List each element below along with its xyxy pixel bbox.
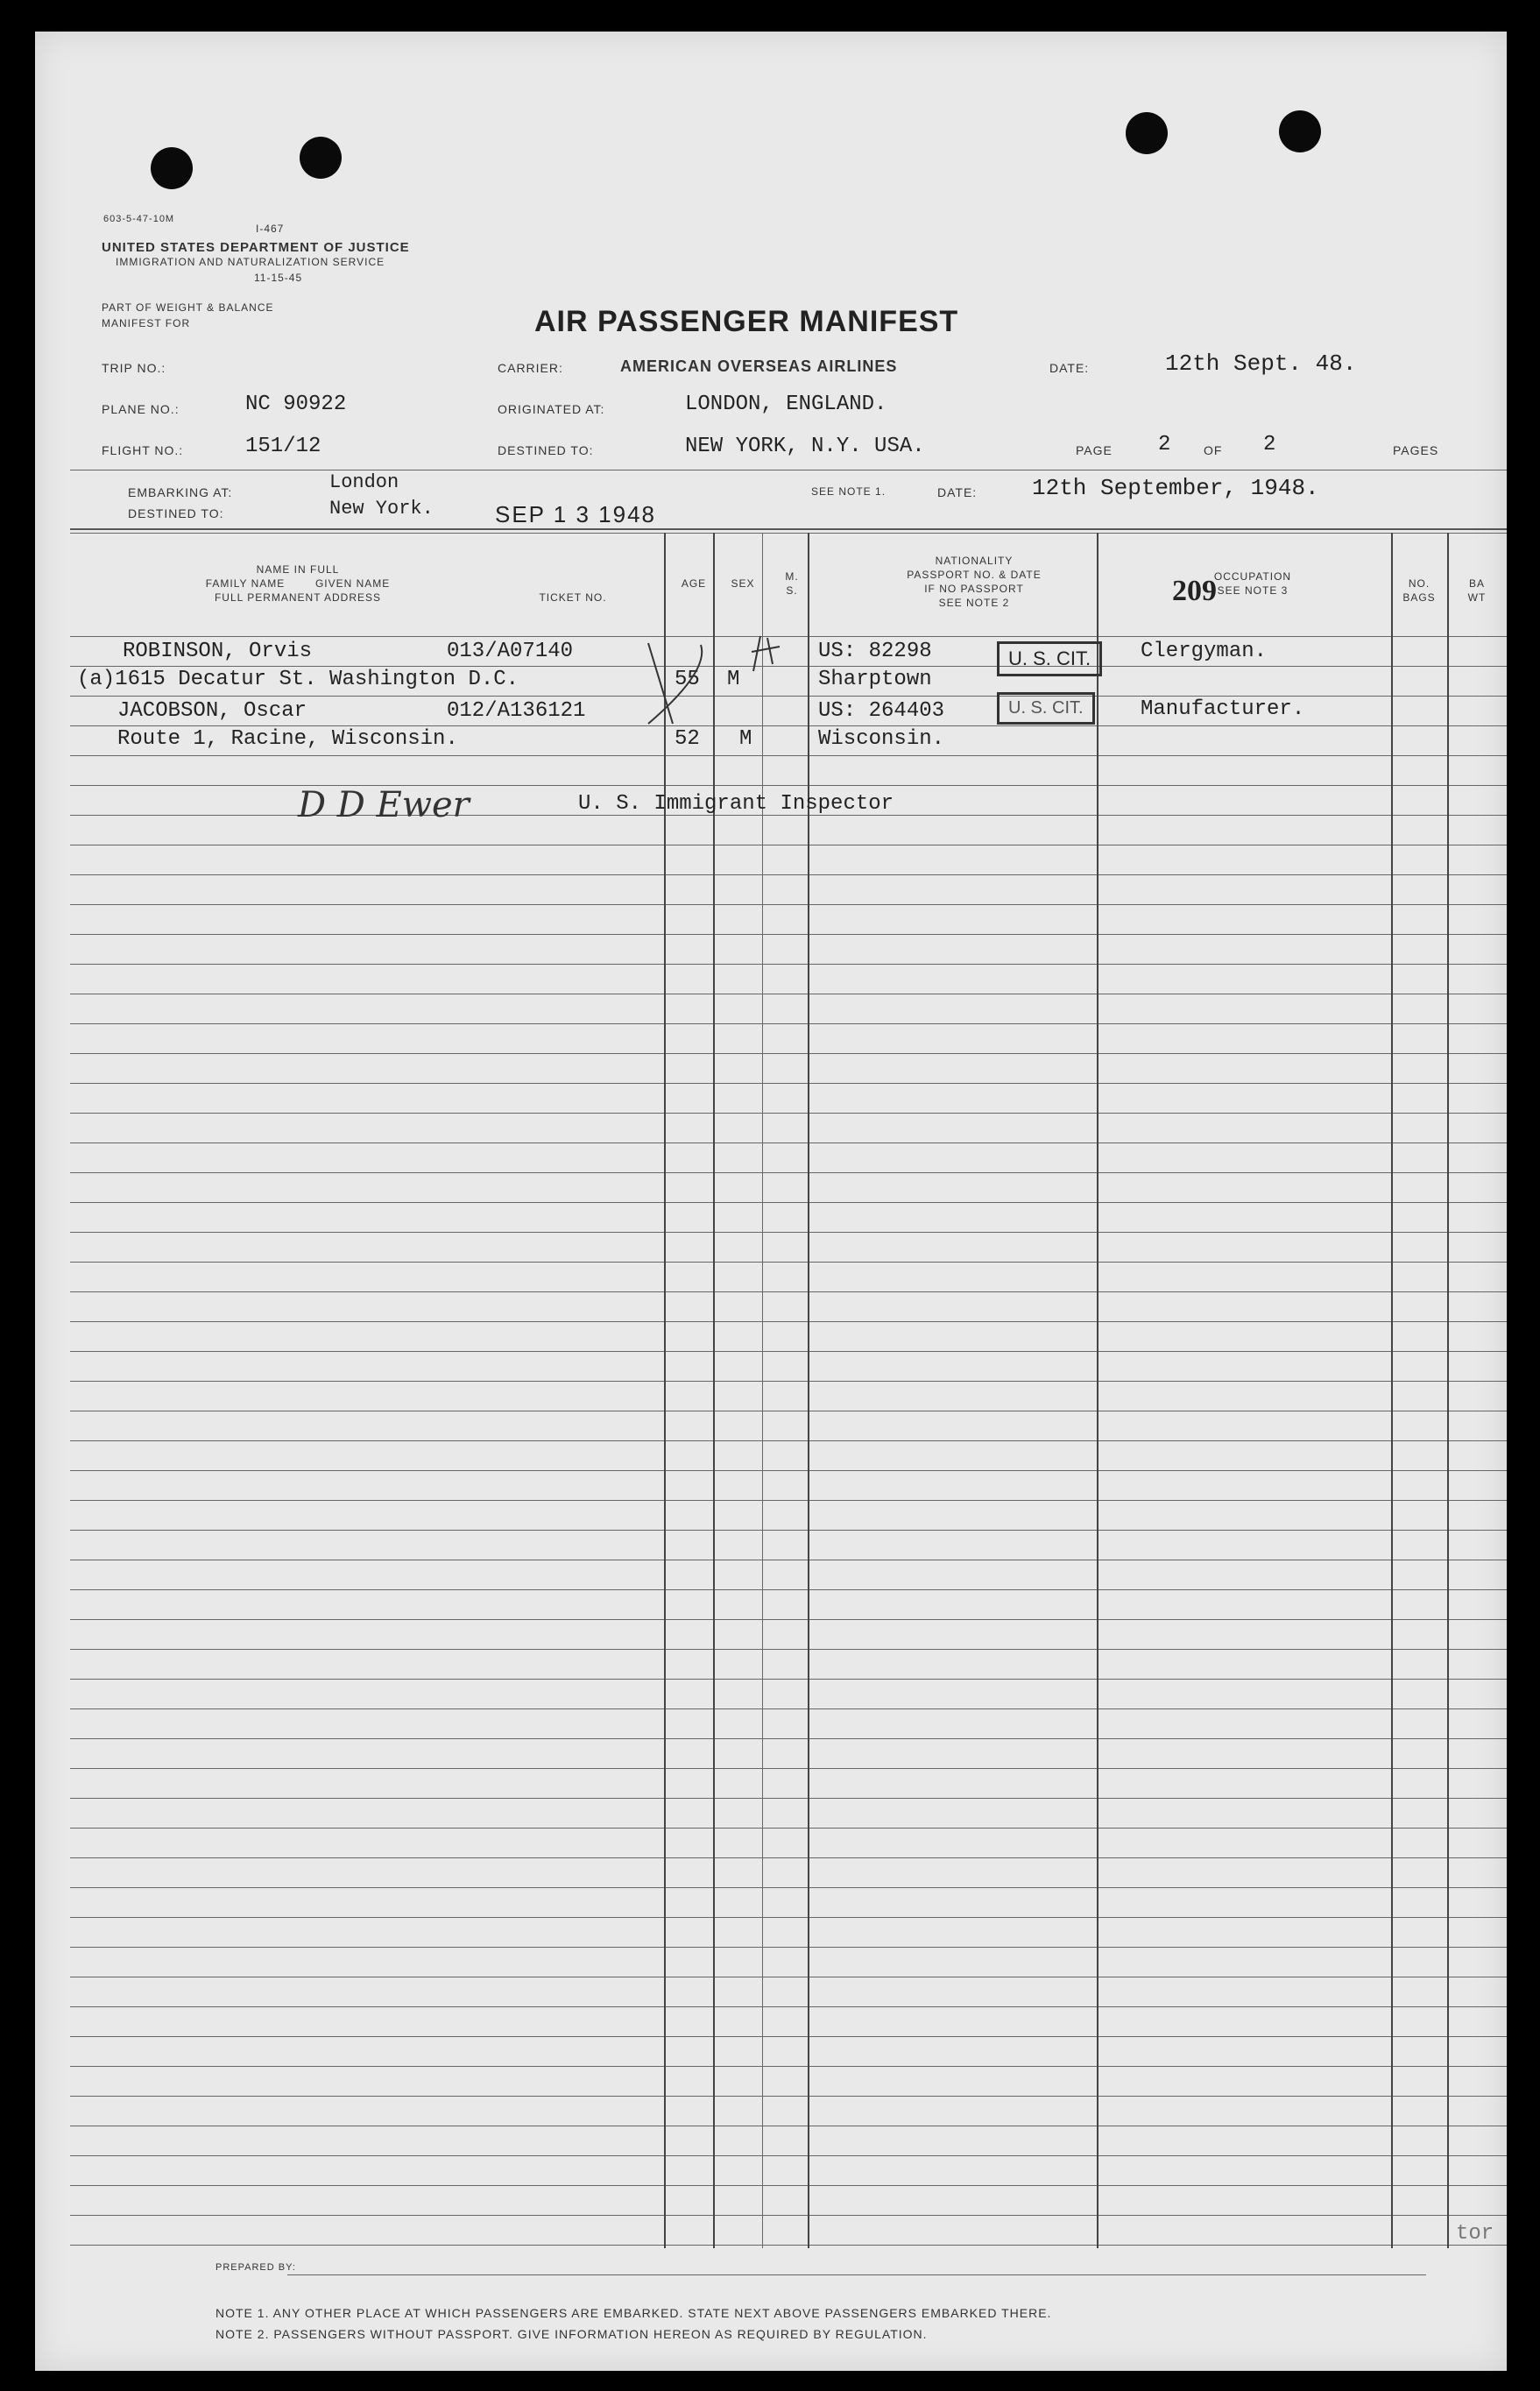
table-rule-line (70, 2066, 1507, 2067)
table-rule-line (70, 1768, 1507, 1769)
passenger-address: Route 1, Racine, Wisconsin. (117, 727, 458, 751)
pages-label: PAGES (1393, 443, 1439, 457)
embarking-label: EMBARKING AT: (128, 485, 233, 499)
table-rule-line (70, 1023, 1507, 1024)
col-header-bags (1393, 577, 1445, 605)
originated-label: ORIGINATED AT: (498, 402, 605, 416)
table-rule-line (70, 1679, 1507, 1680)
punch-hole (151, 147, 193, 189)
margin-fragment: tor (1456, 2222, 1494, 2246)
col-header-name-line: NAME IN FULL (256, 563, 340, 576)
col-header-ms-line: M. (785, 570, 799, 583)
col-header-nat-line: NATIONALITY (935, 555, 1014, 567)
passenger-ticket: 013/A07140 (447, 640, 574, 663)
table-rule-line (70, 1738, 1507, 1739)
citizen-stamp: U. S. CIT. (997, 692, 1095, 725)
table-rule-line (70, 2036, 1507, 2037)
col-header-occ-line: SEE NOTE 3 (1217, 584, 1289, 597)
received-date-stamp: SEP 1 3 1948 (495, 501, 656, 527)
page-title: AIR PASSENGER MANIFEST (534, 305, 959, 338)
punch-hole (1126, 112, 1168, 154)
passenger-passport-line2: Sharptown (818, 668, 932, 691)
table-rule-line (70, 2185, 1507, 2186)
table-rule-line (70, 755, 1507, 756)
table-rule-line (70, 1053, 1507, 1054)
destined-value: NEW YORK, N.Y. USA. (685, 435, 925, 458)
table-rule-line (70, 2006, 1507, 2007)
flight-no-value: 151/12 (245, 435, 321, 458)
table-rule-line (70, 1857, 1507, 1858)
note-2: NOTE 2. PASSENGERS WITHOUT PASSPORT. GIVE INFORMATION HEREON AS REQUIRED BY REGULATION. (215, 2327, 928, 2341)
table-rule-line (70, 696, 1507, 697)
col-header-wt-line: WT (1467, 591, 1487, 604)
punch-hole (300, 137, 342, 179)
inspector-signature: D D Ewer (298, 785, 470, 825)
service: IMMIGRATION AND NATURALIZATION SERVICE (116, 256, 385, 268)
of-value: 2 (1263, 433, 1276, 456)
passenger-age: 55 (675, 668, 700, 691)
col-header-nationality (843, 554, 1106, 610)
table-rule-line (70, 904, 1507, 905)
prepared-by-label: PREPARED BY: (215, 2262, 296, 2273)
table-rule-line (70, 934, 1507, 935)
table-rule-line (70, 1500, 1507, 1501)
page-value: 2 (1158, 433, 1171, 456)
col-header-wt-line: BA (1468, 577, 1485, 590)
col-divider (1447, 533, 1449, 2248)
passenger-occupation: Manufacturer. (1141, 697, 1305, 721)
table-rule-line (70, 1083, 1507, 1084)
passenger-age: 52 (675, 727, 700, 751)
col-header-occupation (1183, 569, 1323, 598)
col-header-occ-line: OCCUPATION (1213, 570, 1292, 583)
table-rule-line (70, 1381, 1507, 1382)
destined2-label: DESTINED TO: (128, 506, 224, 520)
date-label: DATE: (1049, 361, 1090, 375)
table-rule-line (70, 1113, 1507, 1114)
col-header-bags-line: BAGS (1402, 591, 1436, 604)
table-rule-line (70, 964, 1507, 965)
col-header-nat-line: IF NO PASSPORT (924, 583, 1024, 595)
date2-label: DATE: (937, 485, 978, 499)
embarking-value: London (329, 471, 399, 493)
originated-value: LONDON, ENGLAND. (685, 393, 887, 416)
table-rule-line (70, 636, 1507, 637)
table-rule-line (70, 1321, 1507, 1322)
table-rule-line (70, 725, 1507, 726)
table-rule-line (70, 1887, 1507, 1888)
table-rule-line (70, 2155, 1507, 2156)
plane-no-label: PLANE NO.: (102, 402, 180, 416)
table-rule-line (70, 1619, 1507, 1620)
department: UNITED STATES DEPARTMENT OF JUSTICE (102, 240, 410, 255)
passenger-occupation: Clergyman. (1141, 640, 1268, 663)
manifest-page (35, 32, 1507, 2371)
col-divider (808, 533, 809, 2248)
table-rule-line (70, 1708, 1507, 1709)
col-divider (664, 533, 666, 2248)
table-top-rule (70, 533, 1507, 534)
table-rule-line (70, 1947, 1507, 1948)
table-rule-line (70, 2215, 1507, 2216)
passenger-passport-line2: Wisconsin. (818, 727, 945, 751)
table-rule-line (70, 1649, 1507, 1650)
see-note-1-label: SEE NOTE 1. (811, 485, 887, 498)
punch-hole (1279, 110, 1321, 152)
table-rule-line (70, 1351, 1507, 1352)
col-divider (762, 533, 763, 2248)
carrier-label: CARRIER: (498, 361, 563, 375)
col-divider (1097, 533, 1098, 2248)
col-header-weight (1451, 577, 1503, 605)
table-rule-line (70, 1172, 1507, 1173)
plane-no-value: NC 90922 (245, 393, 347, 416)
col-header-sex: SEX (731, 577, 755, 590)
col-divider (1391, 533, 1393, 2248)
col-header-name (140, 562, 456, 605)
form-number: 603-5-47-10M (103, 214, 175, 224)
form-date: 11-15-45 (254, 272, 303, 284)
col-divider (713, 533, 715, 2248)
col-header-name-line: FULL PERMANENT ADDRESS (214, 591, 382, 604)
table-rule-line (70, 1798, 1507, 1799)
passenger-passport: US: 264403 (818, 699, 945, 723)
table-rule-line (70, 874, 1507, 875)
of-label: OF (1204, 443, 1223, 457)
citizen-stamp: U. S. CIT. (997, 641, 1102, 676)
table-rule-line (70, 1440, 1507, 1441)
col-header-ticket: TICKET NO. (539, 591, 607, 604)
date-value: 12th Sept. 48. (1165, 350, 1357, 377)
table-rule-line (70, 1142, 1507, 1143)
handwritten-number: 209 (1172, 575, 1217, 607)
part-of-line1: PART OF WEIGHT & BALANCE (102, 301, 274, 314)
table-rule-line (70, 1530, 1507, 1531)
passenger-name: ROBINSON, Orvis (123, 640, 313, 663)
flight-no-label: FLIGHT NO.: (102, 443, 184, 457)
table-rule-line (70, 2096, 1507, 2097)
table-rule-line (70, 666, 1507, 667)
table-rule-line (70, 1470, 1507, 1471)
col-header-nat-line: SEE NOTE 2 (938, 597, 1010, 609)
carrier-value: AMERICAN OVERSEAS AIRLINES (620, 357, 898, 375)
table-rule-line (70, 1262, 1507, 1263)
date2-value: 12th September, 1948. (1032, 475, 1319, 501)
table-rule-line (70, 1291, 1507, 1292)
inspector-title: U. S. Immigrant Inspector (578, 792, 894, 816)
col-header-bags-line: NO. (1408, 577, 1431, 590)
passenger-name: JACOBSON, Oscar (117, 699, 307, 723)
passenger-address: (a)1615 Decatur St. Washington D.C. (77, 668, 519, 691)
passenger-sex: M (727, 668, 740, 691)
destined2-value: New York. (329, 498, 434, 520)
table-rule-line (70, 1202, 1507, 1203)
table-rule-line (70, 1589, 1507, 1590)
destined-label: DESTINED TO: (498, 443, 594, 457)
trip-no-label: TRIP NO.: (102, 361, 166, 375)
part-of-line2: MANIFEST FOR (102, 317, 191, 329)
table-rule-line (70, 1232, 1507, 1233)
col-header-ms-line: S. (786, 584, 798, 597)
page-label: PAGE (1076, 443, 1113, 457)
table-rule-line (70, 2245, 1507, 2246)
table-rule-line (70, 785, 1507, 786)
passenger-ticket: 012/A136121 (447, 699, 586, 723)
col-header-name-line: FAMILY NAME GIVEN NAME (205, 577, 391, 590)
table-top-rule (70, 528, 1507, 530)
passenger-passport: US: 82298 (818, 640, 932, 663)
table-rule-line (70, 1828, 1507, 1829)
note-1: NOTE 1. ANY OTHER PLACE AT WHICH PASSENGERS ARE EMBARKED. STATE NEXT ABOVE PASSENGERS EMBARKED THERE. (215, 2306, 1052, 2320)
col-header-age: AGE (681, 577, 707, 590)
table-rule-line (70, 1917, 1507, 1918)
prepared-by-line (287, 2274, 1426, 2275)
passenger-sex: M (739, 727, 752, 751)
col-header-nat-line: PASSPORT NO. & DATE (907, 569, 1042, 581)
form-code: I-467 (256, 223, 285, 235)
